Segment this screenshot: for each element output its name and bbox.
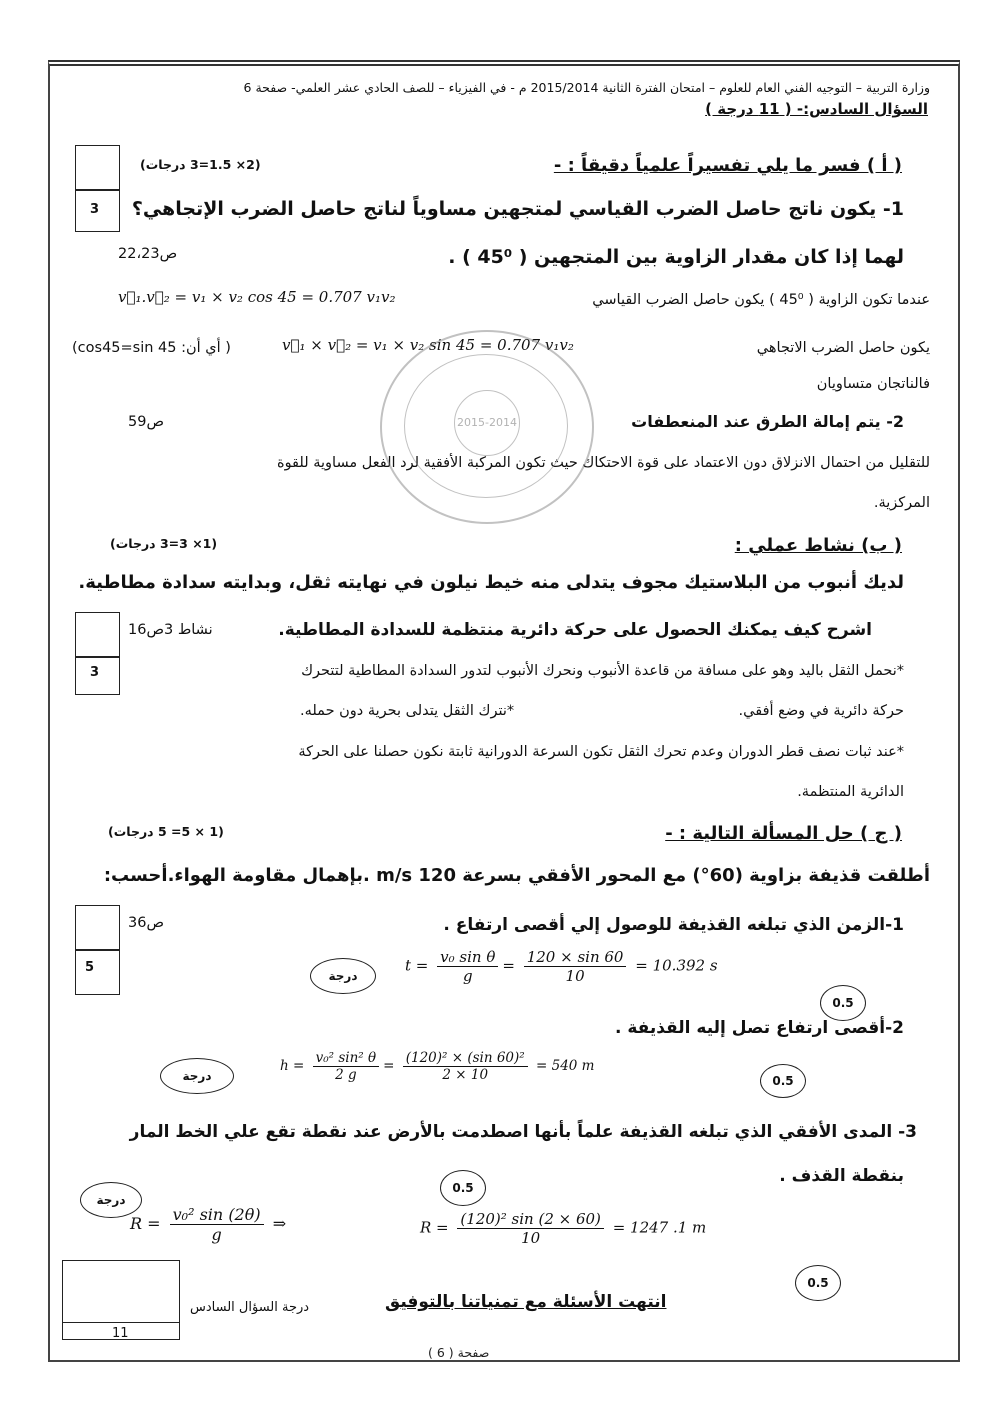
part-a-a1-line1-math: v⃗₁.v⃗₂ = v₁ × v₂ cos 45 = 0.707 v₁v₂ [118, 288, 396, 306]
total-score-label: درجة السؤال السادس [190, 1300, 310, 1315]
part-a-marks: (2× 1.5=3 درجات) [140, 157, 261, 172]
q3-arrow: ⇒ [272, 1214, 287, 1233]
q3-num2: (120)² sin (2 × 60) [457, 1210, 603, 1229]
part-b-answer-line2a: حركة دائرية في وضع أفقي. [738, 703, 904, 719]
part-c-marks: (1 × 5= 5 درجات) [108, 824, 224, 839]
part-c-q2-formula: h = $\frac{\text{v₀² sin² θ}}{2 g}$ = $\frac{\text{(120)² × (sin 60)²}}{2 \times 10}$ = 540 m [280, 1050, 595, 1083]
part-c-intro: أطلقت قذيفة بزاوية (60°) مع المحور الأفقي بسرعة 120 m/s .بإهمال مقاومة الهواء.أحسب: [103, 865, 930, 886]
q2-num2: (120)² × (sin 60)² [403, 1050, 528, 1067]
part-c-q2: 2-أقصى ارتفاع تصل إليه القذيفة . [614, 1018, 904, 1038]
q3-den1: g [211, 1225, 222, 1244]
q2-den1: 2 g [335, 1067, 357, 1083]
part-b-answer-line3: *عند ثبات نصف قطر الدوران وعدم تحرك الثقل تكون السرعة الدورانية ثابتة نكون حصلنا على الحركة [298, 744, 904, 760]
q3-result: = 1247 .1 m [612, 1218, 707, 1237]
degree-bubble-3: درجة [80, 1182, 142, 1218]
part-a-q1-line2: لهما إذا كان مقدار الزاوية بين المتجهين ( 45⁰ ) . [448, 246, 904, 268]
q2-den2: 2 × 10 [442, 1067, 489, 1083]
part-a-q1-line1: 1- يكون ناتج حاصل الضرب القياسي لمتجهين مساوياً لناتج حاصل الضرب الإتجاهي؟ [131, 198, 904, 220]
part-c-title: ( ج ) حل المسألة التالية : - [665, 823, 902, 844]
part-a-q1-page: ص22،23 [118, 246, 178, 262]
part-b-answer-line1: *نحمل الثقل باليد وهو على مسافة من قاعدة الأنبوب ونحرك الأنبوب لتدور السدادة المطاطية لتتحرك [301, 663, 904, 679]
part-b-question: اشرح كيف يمكنك الحصول على حركة دائرية منتظمة للسدادة المطاطية. [278, 620, 872, 640]
part-a-a1-line1-text: عندما تكون الزاوية ( 45⁰ ) يكون حاصل الضرب القياسي [592, 292, 930, 308]
part-c-page-ref: ص36 [128, 915, 164, 931]
stamp-year: 2015-2014 [457, 416, 517, 429]
part-a-q2: 2- يتم إمالة الطرق عند المنعطفات [631, 412, 904, 431]
part-c-q3-formula-values [420, 1210, 706, 1247]
part-a-a1-line2-text: يكون حاصل الضرب الاتجاهي [756, 340, 930, 356]
score-box-c [75, 950, 120, 995]
degree-bubble-1: درجة [310, 958, 376, 994]
q2-num1: v₀² sin² θ [313, 1050, 380, 1067]
q3-num1: v₀² sin (2θ) [170, 1205, 264, 1225]
part-c-q3-line2: بنقطة القذف . [779, 1166, 904, 1186]
score-value-c: 5 [85, 960, 95, 975]
q2-lhs: h = [280, 1058, 305, 1074]
exam-header: وزارة التربية – التوجيه الفني العام للعلوم – امتحان الفترة الثانية 2015/2014 م - في الفيزياء – للصف الحادي عشر العلمي- صفحة 6 [243, 80, 930, 95]
part-b-answer-line2b: *نترك الثقل يتدلى بحرية دون حمله. [300, 703, 515, 719]
part-b-answer-line4: الدائرية المنتظمة. [797, 784, 904, 800]
part-b-question-ref: نشاط 3ص16 [128, 622, 213, 638]
q1-lhs: t = [405, 956, 429, 975]
q2-result: = 540 m [536, 1058, 595, 1074]
part-a-a1-line2-math: v⃗₁ × v⃗₂ = v₁ × v₂ sin 45 = 0.707 v₁v₂ [282, 336, 574, 354]
closing-message: انتهت الأسئلة مع تمنياتنا بالتوفيق [385, 1292, 667, 1312]
part-c-q1: 1-الزمن الذي تبلغه القذيفة للوصول إلي أقصى ارتفاع . [443, 915, 904, 935]
half-mark-bubble-2: 0.5 [760, 1064, 806, 1098]
part-b-title: ( ب) نشاط عملي : [734, 535, 902, 556]
q3-den2: 10 [521, 1229, 541, 1247]
part-a-q2-page: ص59 [128, 414, 164, 430]
part-c-q3-formula-general [130, 1205, 286, 1244]
part-a-a2-line1: للتقليل من احتمال الانزلاق دون الاعتماد على قوة الاحتكاك حيث تكون المركبة الأفقية لرد الفعل مساوية للقوة [276, 455, 930, 471]
score-box-c-top [75, 905, 120, 950]
score-value-a: 3 [90, 202, 100, 217]
part-a-a1-line2-note: ( أي أن: cos45=sin 45) [72, 340, 231, 356]
q3-lhs: R = [130, 1214, 161, 1233]
part-a-a1-line3: فالناتجان متساويان [816, 376, 930, 392]
stamp-emblem-icon [454, 390, 520, 456]
part-a-title: ( أ ) فسر ما يلي تفسيراً علمياً دقيقاً : - [553, 155, 902, 176]
q1-den2: 10 [565, 967, 585, 985]
page-number: صفحة ( 6 ) [428, 1345, 490, 1360]
score-box-b-top [75, 612, 120, 657]
question-title: السؤال السادس:- ( 11 درجة ) [705, 100, 928, 118]
degree-bubble-2: درجة [160, 1058, 234, 1094]
part-b-marks: (1× 3=3 درجات) [110, 536, 218, 551]
score-box-a-top [75, 145, 120, 190]
official-stamp [380, 330, 594, 524]
half-mark-bubble-3: 0.5 [440, 1170, 486, 1206]
half-mark-bubble-1: 0.5 [820, 985, 866, 1021]
half-mark-bubble-4: 0.5 [795, 1265, 841, 1301]
part-b-intro: لديك أنبوب من البلاستيك مجوف يتدلى منه خيط نيلون في نهايته ثقل، وبدايته سدادة مطاطية. [78, 572, 904, 593]
q1-num2: 120 × sin 60 [524, 948, 627, 967]
part-c-q1-formula: t = $\frac{\text{v₀ sin θ}}{g}$ = $\frac{120 \times \sin 60}{10}$ = 10.392 s [405, 948, 718, 985]
q1-num1: v₀ sin θ [437, 948, 498, 967]
q1-result: = 10.392 s [635, 956, 718, 975]
q3-lhs2: R = [420, 1218, 449, 1237]
score-value-b: 3 [90, 665, 100, 680]
part-a-a2-line2: المركزية. [873, 495, 930, 511]
q1-den1: g [462, 967, 473, 985]
total-score-value: 11 [112, 1326, 129, 1341]
total-score-divider [62, 1322, 180, 1323]
part-c-q3-line1: 3- المدى الأفقي الذي تبلغه القذيفة علماً بأنها اصطدمت بالأرض عند نقطة تقع علي الخط المار [129, 1122, 917, 1142]
